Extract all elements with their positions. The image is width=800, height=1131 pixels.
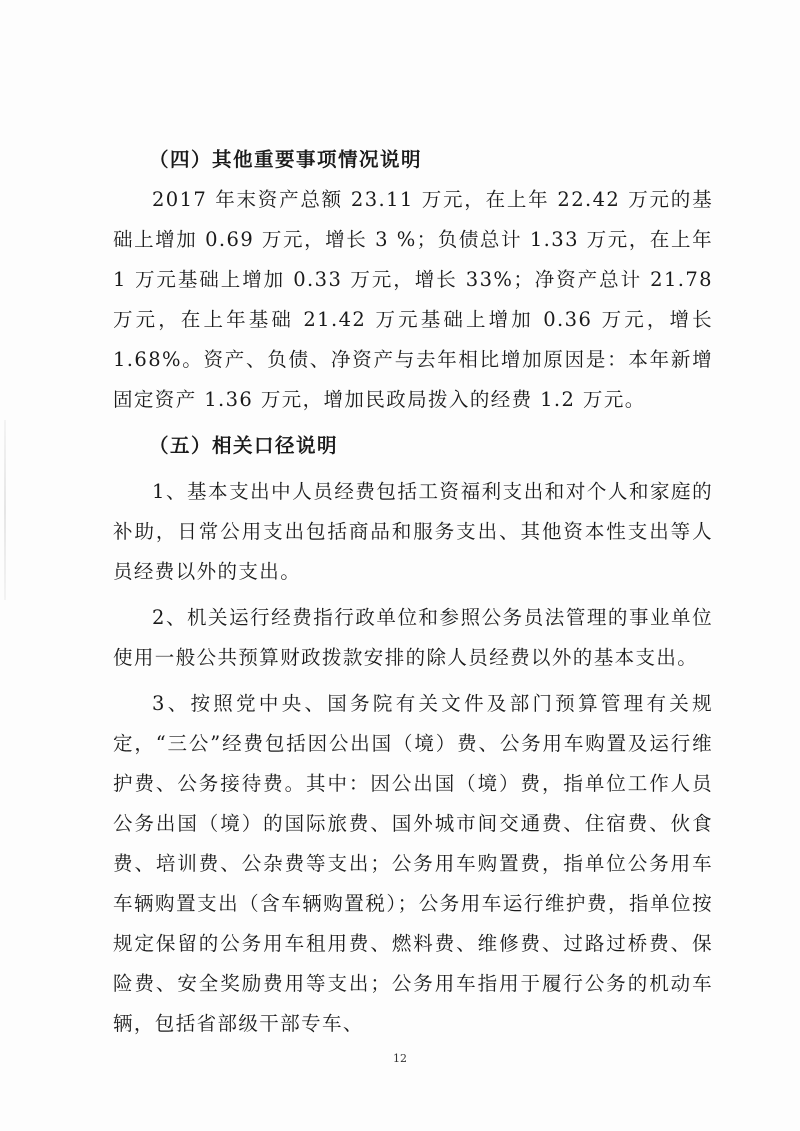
page-number: 12 [393,1052,407,1065]
paragraph-definition-1: 1、基本支出中人员经费包括工资福利支出和对个人和家庭的补助，日常公用支出包括商品和服务支出、其他资本性支出等人员经费以外的支出。 [113,480,713,583]
paragraph-definition-2: 2、机关运行经费指行政单位和参照公务员法管理的事业单位使用一般公共预算财政拨款安排的除人员经费以外的基本支出。 [113,606,713,669]
section-heading-definitions: （五）相关口径说明 [149,434,339,457]
section-heading-other-matters: （四）其他重要事项情况说明 [149,148,423,171]
paragraph-definition-3: 3、按照党中央、国务院有关文件及部门预算管理有关规定，“三公”经费包括因公出国（境）费、公务用车购置及运行维护费、公务接待费。其中：因公出国（境）费，指单位工作人员公务出国（境）的国际旅费、国外城市间交通费、住宿费、伙食费、培训费、公杂费等支出；公务用车购置费，指单位公务用车车辆购置支出（含车辆购置税）；公务用车运行维护费，指单位按规定保留的公务用车租用费、燃料费、维修费、过路过桥费、保险费、安全奖励费用等支出；公务用车指用于履行公务的机动车辆，包括省部级干部专车、 [113,692,713,1035]
scan-edge-shadow [4,420,6,600]
paragraph-assets-summary: 2017 年末资产总额 23.11 万元，在上年 22.42 万元的基础上增加 0.69 万元，增长 3 %；负债总计 1.33 万元，在上年 1 万元基础上增加 0.33 万元，增长 33%；净资产总计 21.78 万元，在上年基础 21.42 万元基础上增加 0.36 万元，增长 1.68%。资产、负债、净资产与去年相比增加原因是：本年新增固定资产 1.36 万元，增加民政局拨入的经费 1.2 万元。 [113,188,713,411]
document-body [113,140,713,1044]
